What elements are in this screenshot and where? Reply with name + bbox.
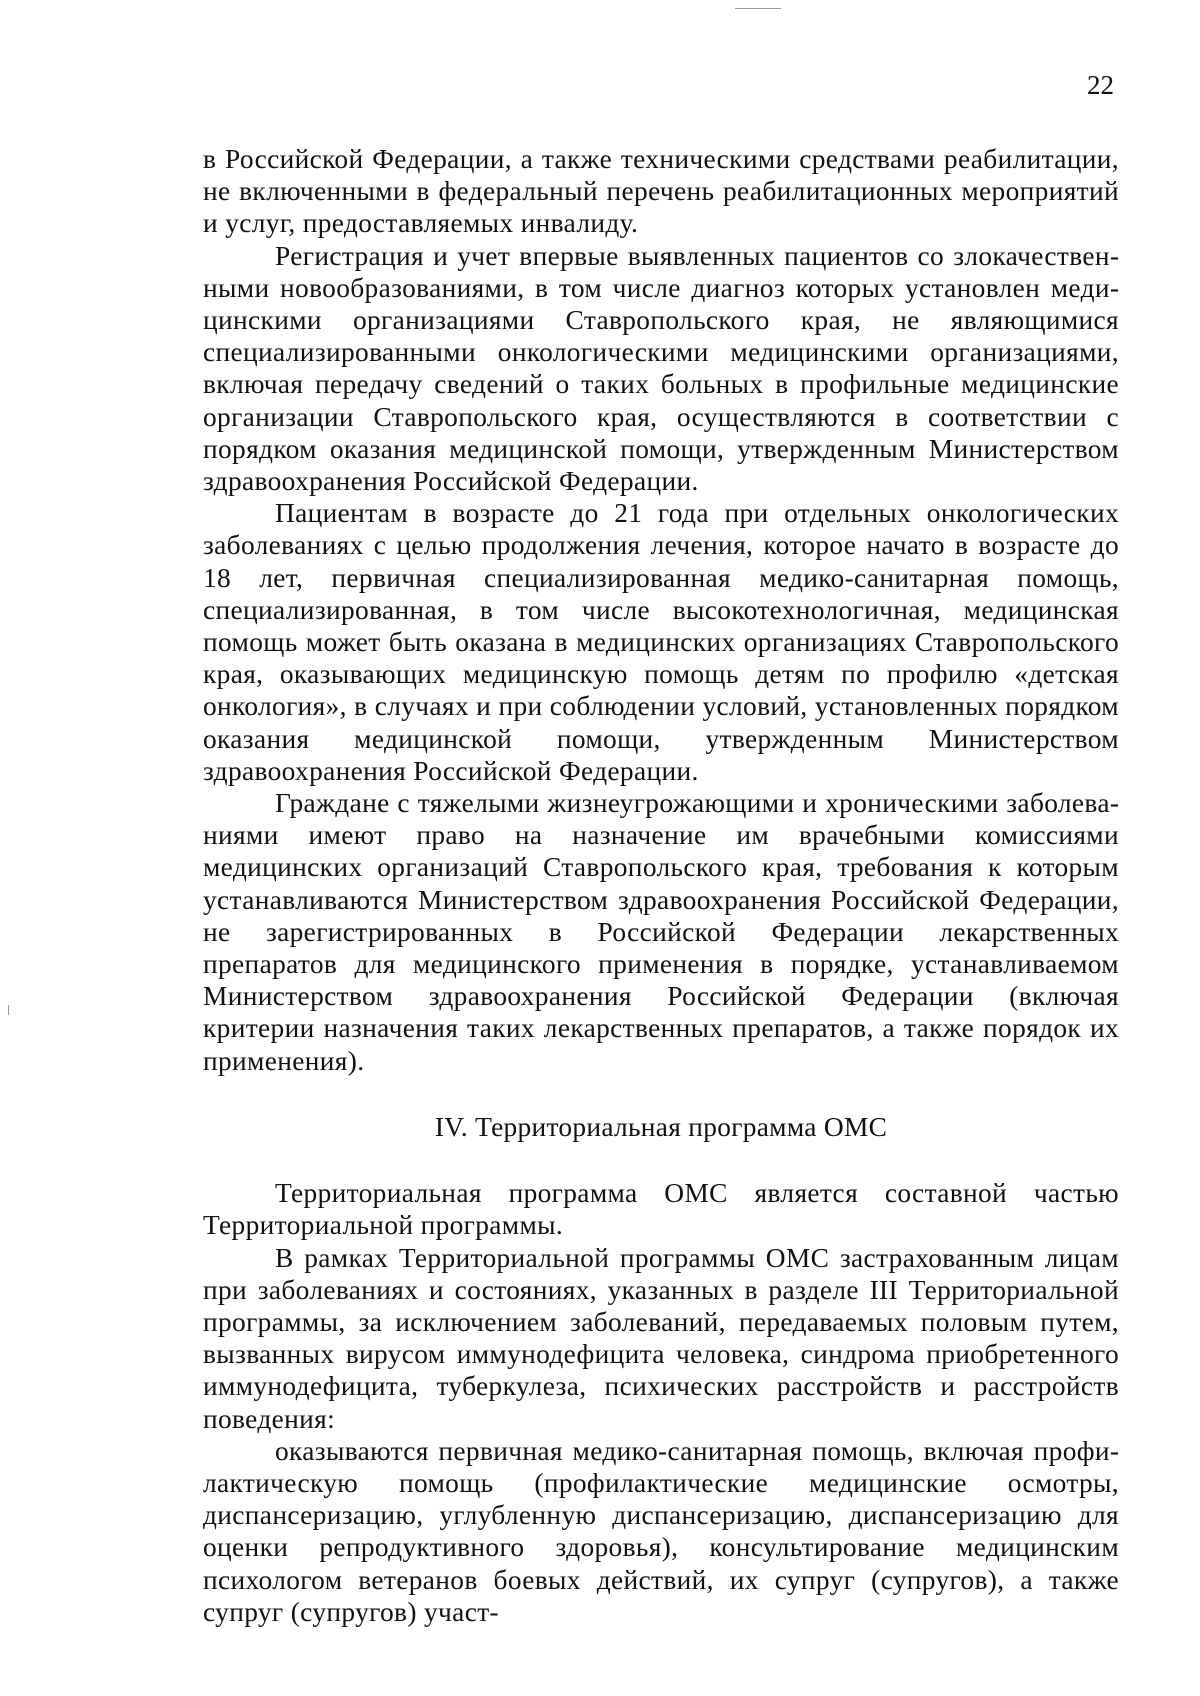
paragraph-patients-under-21: Пациентам в возрасте до 21 года при отдельных онкологических заболеваниях с целью продолжения лечения, которое начато в возрасте до 18 лет, первичная специализированная медико-санитарная помощь, специализированная, в том числе высокотехнологичная, медицинская помощь может быть оказана в медицинских организациях Ставропольского края, оказывающих медицинскую помощь детям по профилю «детская онкология», в случаях и при соблюдении условий, установленных порядком оказания медицинской помощи, утвержденным Министерством здравоохранения Российской Федерации. bbox=[203, 498, 1119, 786]
scan-artifact-top bbox=[735, 8, 781, 9]
paragraph-oncology-registration: Регистрация и учет впервые выявленных пациентов со злокачественными новообразованиями, в том числе диагноз которых установлен медицинскими организациями Ставропольского края, не являющимися специализированными онкологическими медицинскими организациями, включая передачу сведений о таких больных в профильные медицинские организации Ставропольского края, осуществляются в соответствии с порядком оказания медицинской помощи, утвержденным Министерством здравоохранения Российской Федерации. bbox=[203, 240, 1119, 497]
paragraph-continuation: в Российской Федерации, а также техническими средствами реабилитации, не включенными в федеральный перечень реабилитационных мероприятий и услуг, предоставляемых инвалиду. bbox=[203, 144, 1119, 239]
document-body bbox=[203, 143, 1119, 1628]
section-heading: IV. Территориальная программа ОМС bbox=[434, 1111, 888, 1142]
paragraph-oms-part-of-program: Территориальная программа ОМС является составной частью Территориальной программы. bbox=[203, 1178, 1119, 1241]
page-number: 22 bbox=[1087, 70, 1114, 100]
scan-artifact-left bbox=[8, 1005, 9, 1015]
paragraph-unregistered-drugs: Граждане с тяжелыми жизнеугрожающими и хроническими заболеваниями имеют право на назначение им врачебными комиссиями медицинских организаций Ставропольского края, требования к которым устанавливаются Министерством здравоохранения Российской Федерации, не зарегистрированных в Российской Федерации лекарственных препаратов для медицинского применения в порядке, устанавливаемом Министерством здравоохранения Российской Федерации (включая критерии назначения таких лекарственных препаратов, а также порядок их применения). bbox=[203, 788, 1119, 1076]
paragraph-oms-insured-persons: В рамках Территориальной программы ОМС застрахованным лицам при заболеваниях и состояниях, указанных в разделе III Территориальной программы, за исключением заболеваний, передаваемых половым путем, вызванных вирусом иммунодефицита человека, синдрома приобретенного иммунодефицита, туберкулеза, психических расстройств и расстройств поведения: bbox=[203, 1242, 1119, 1434]
paragraph-primary-care: оказываются первичная медико-санитарная помощь, включая профилактическую помощь (профилактические медицинские осмотры, диспансеризацию, углубленную диспансеризацию, диспансеризацию для оценки репродуктивного здоровья), консультирование медицинским психологом ветеранов боевых действий, их супруг (супругов), а также супруг (супругов) участ- bbox=[203, 1435, 1119, 1627]
